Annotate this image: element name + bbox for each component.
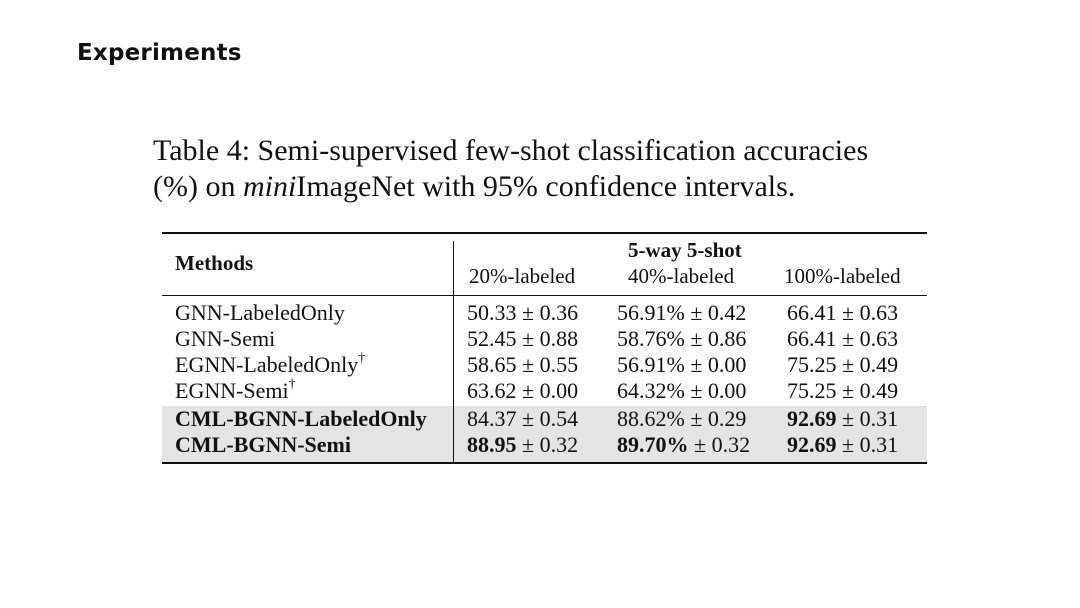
method-name: EGNN-LabeledOnly† bbox=[175, 350, 366, 377]
method-name: GNN-LabeledOnly bbox=[175, 300, 345, 325]
accuracy-20-labeled: 88.95 ± 0.32 bbox=[467, 432, 579, 457]
slide-title: Experiments bbox=[77, 40, 242, 66]
accuracy-100-labeled: 92.69 ± 0.31 bbox=[787, 406, 899, 431]
accuracy-100-labeled: 75.25 ± 0.49 bbox=[787, 352, 899, 377]
accuracy-20-labeled: 52.45 ± 0.88 bbox=[467, 326, 579, 351]
methods-header: Methods bbox=[175, 251, 254, 275]
table-header-divider bbox=[453, 241, 454, 295]
accuracy-20-labeled: 84.37 ± 0.54 bbox=[467, 406, 579, 431]
table-row-highlighted bbox=[162, 406, 927, 432]
accuracy-40-labeled: 88.62% ± 0.29 bbox=[617, 406, 747, 431]
column-header-40-labeled: 40%-labeled bbox=[628, 264, 735, 288]
table-header-rule bbox=[162, 295, 927, 296]
accuracy-100-labeled: 66.41 ± 0.63 bbox=[787, 326, 899, 351]
table-top-rule bbox=[162, 232, 927, 234]
accuracy-40-labeled: 56.91% ± 0.42 bbox=[617, 300, 747, 325]
caption-line-2 bbox=[153, 169, 953, 205]
accuracy-20-labeled: 50.33 ± 0.36 bbox=[467, 300, 579, 325]
accuracy-20-labeled: 63.62 ± 0.00 bbox=[467, 378, 579, 403]
accuracy-100-labeled: 92.69 ± 0.31 bbox=[787, 432, 899, 457]
caption-line-2-suffix: ImageNet with 95% confidence intervals. bbox=[296, 170, 796, 203]
group-header: 5-way 5-shot bbox=[628, 238, 742, 262]
accuracy-20-labeled: 58.65 ± 0.55 bbox=[467, 352, 579, 377]
table-row bbox=[162, 352, 927, 378]
column-header-100-labeled: 100%-labeled bbox=[784, 264, 901, 288]
method-name: EGNN-Semi† bbox=[175, 376, 296, 403]
dagger-mark: † bbox=[358, 350, 366, 366]
caption-line-1: Table 4: Semi-supervised few-shot classification accuracies bbox=[153, 134, 869, 167]
dagger-mark: † bbox=[288, 376, 296, 392]
table-caption bbox=[153, 133, 953, 205]
accuracy-40-labeled: 58.76% ± 0.86 bbox=[617, 326, 747, 351]
method-name: CML-BGNN-LabeledOnly bbox=[175, 406, 427, 431]
accuracy-100-labeled: 66.41 ± 0.63 bbox=[787, 300, 899, 325]
accuracy-40-labeled: 89.70% ± 0.32 bbox=[617, 432, 751, 457]
table-bottom-rule bbox=[162, 462, 927, 464]
method-name: CML-BGNN-Semi bbox=[175, 432, 351, 457]
caption-line-2-prefix: (%) on bbox=[153, 170, 243, 203]
method-name: GNN-Semi bbox=[175, 326, 276, 351]
accuracy-100-labeled: 75.25 ± 0.49 bbox=[787, 378, 899, 403]
accuracy-40-labeled: 64.32% ± 0.00 bbox=[617, 378, 747, 403]
table-row bbox=[162, 378, 927, 404]
table-row bbox=[162, 300, 927, 326]
accuracy-40-labeled: 56.91% ± 0.00 bbox=[617, 352, 747, 377]
table-row-highlighted bbox=[162, 432, 927, 458]
table-row bbox=[162, 326, 927, 352]
column-header-20-labeled: 20%-labeled bbox=[469, 264, 576, 288]
caption-italic-mini: mini bbox=[242, 170, 297, 203]
